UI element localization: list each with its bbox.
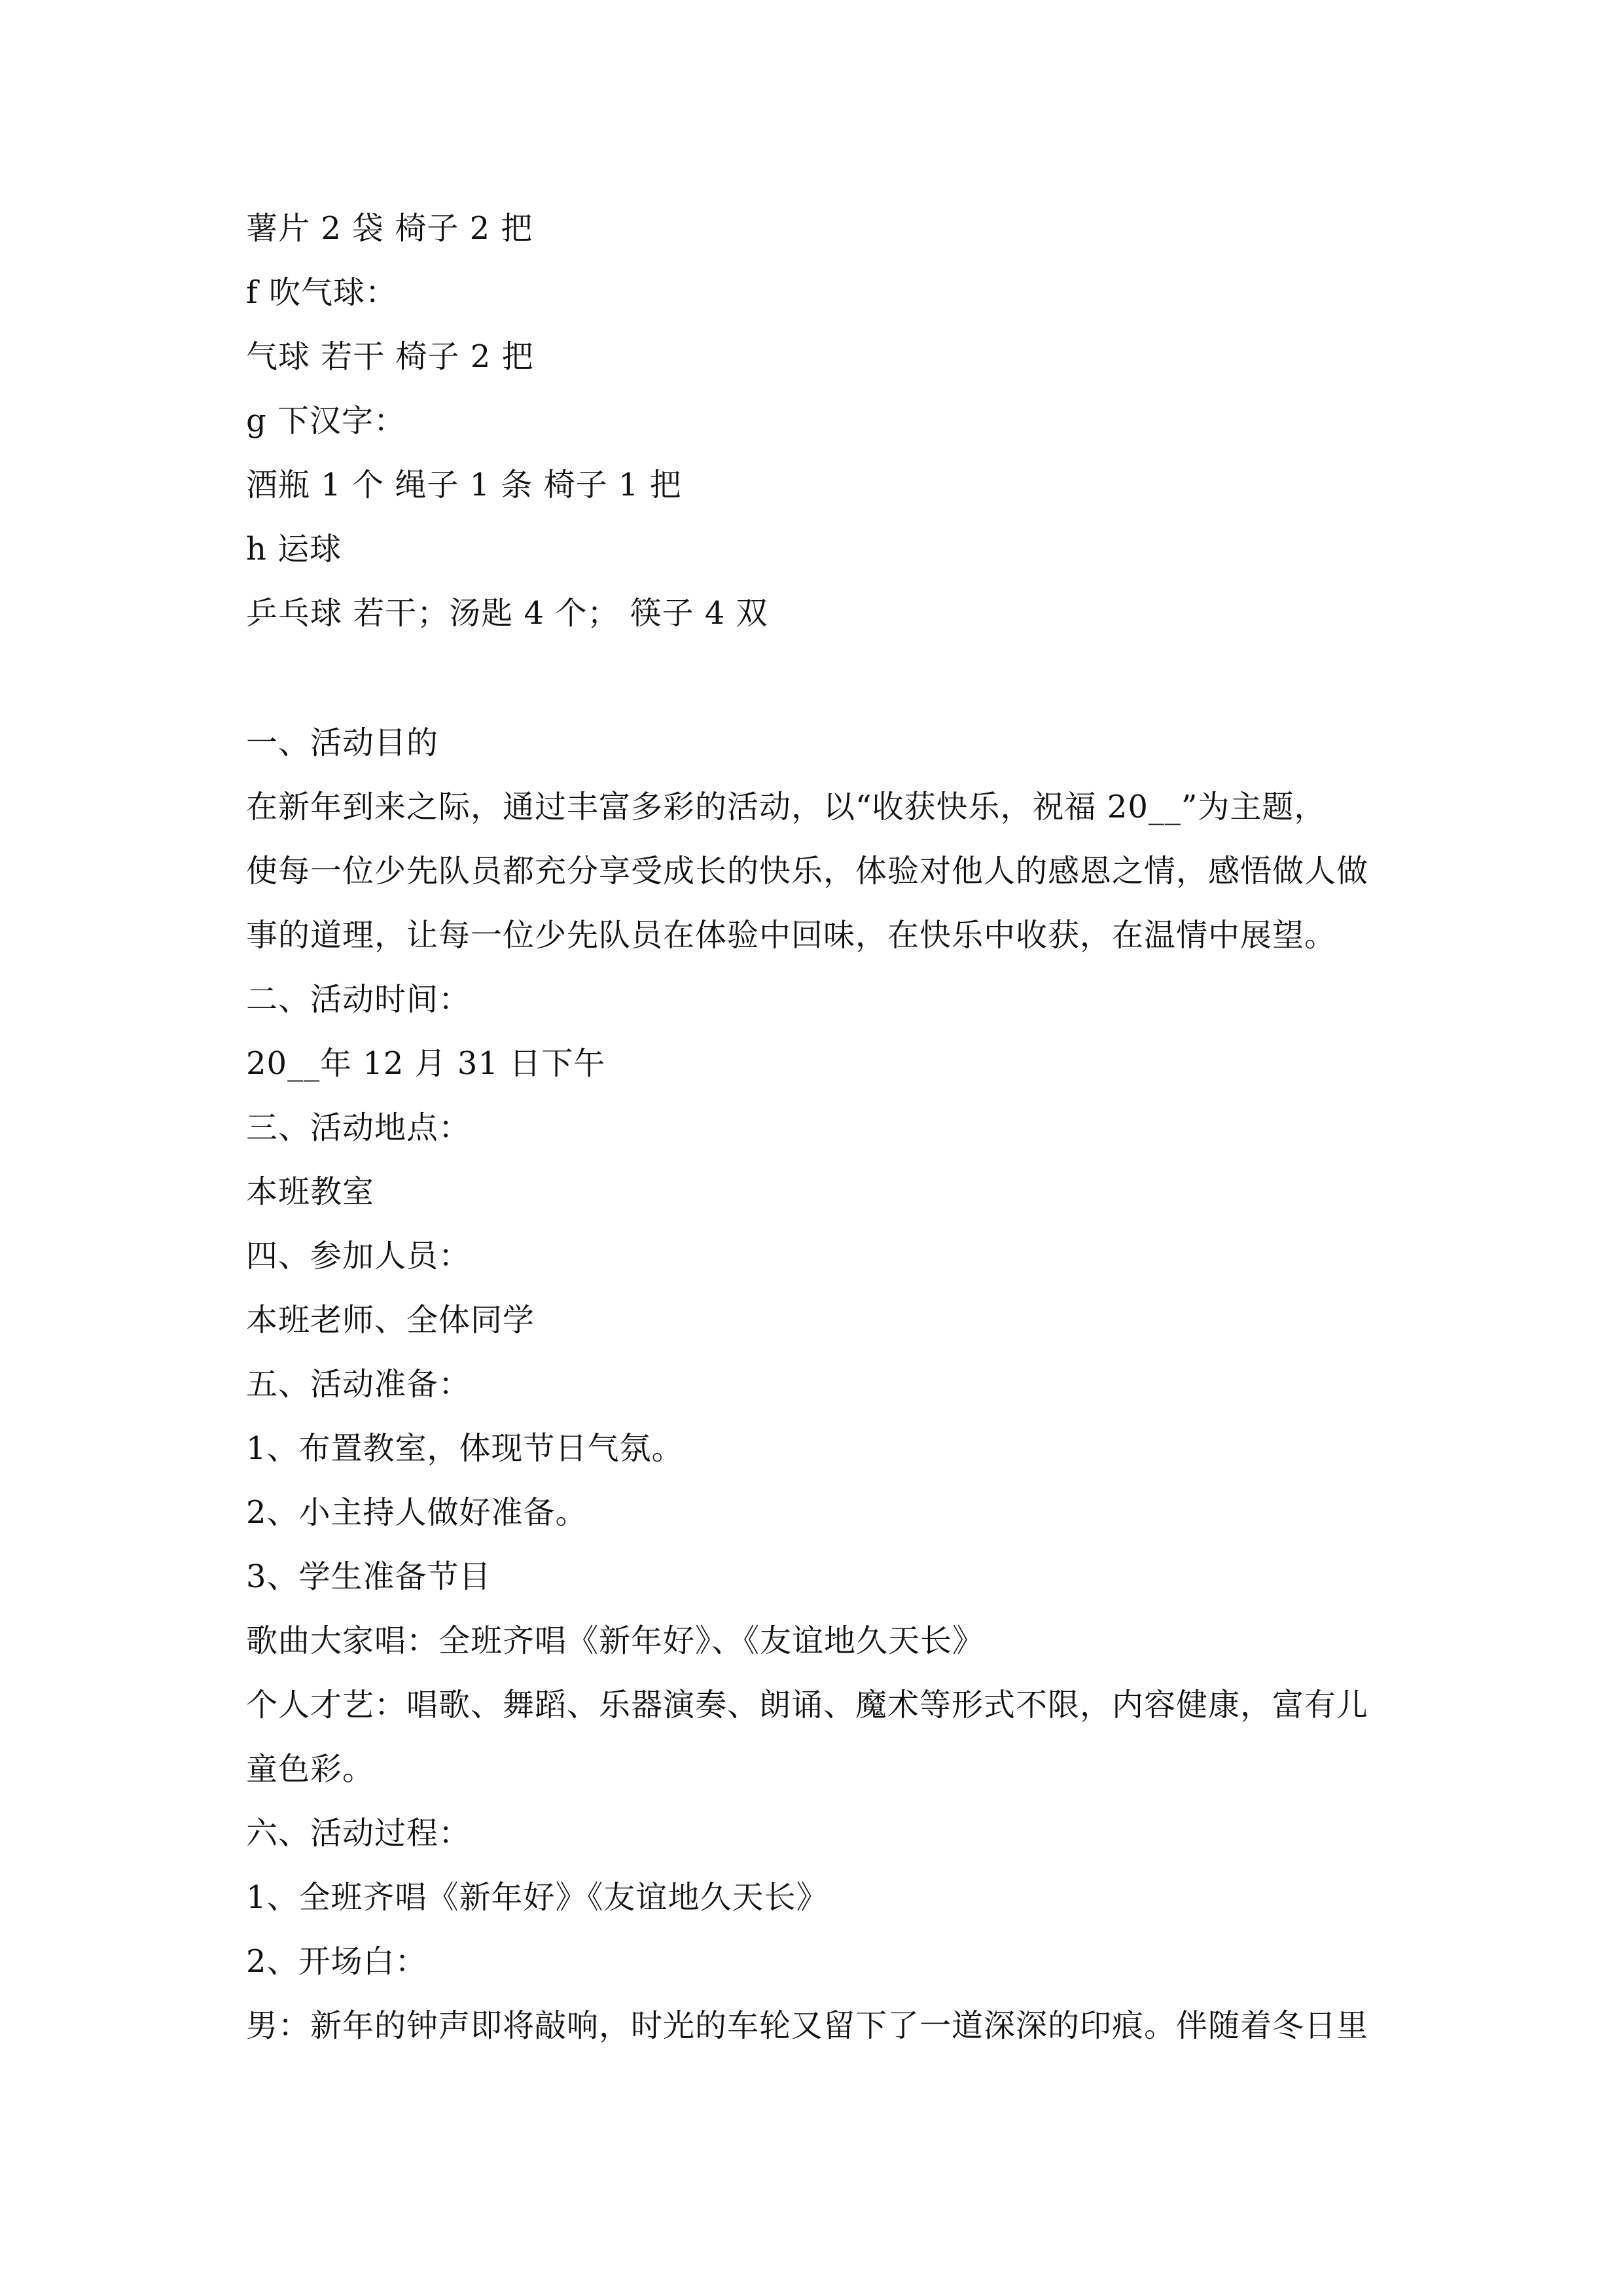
section-heading-location: 三、活动地点： [246,1109,471,1146]
supplies-line: g 下汉字： [246,403,406,439]
supplies-list [246,196,1385,645]
paragraph-line: 童色彩。 [246,1751,375,1787]
supplies-line: 乒乓球 若干；汤匙 4 个； 筷子 4 双 [246,595,768,632]
section-heading-process: 六、活动过程： [246,1815,471,1852]
supplies-line: f 吹气球： [246,274,398,311]
activity-plan [246,711,1385,2058]
paragraph-line: 男：新年的钟声即将敲响，时光的车轮又留下了一道深深的印痕。伴随着冬日里 [246,2007,1369,2044]
paragraph-line: 歌曲大家唱：全班齐唱《新年好》、《友谊地久天长》 [246,1623,985,1659]
supplies-line: 气球 若干 椅子 2 把 [246,338,534,375]
paragraph-line: 20__年 12 月 31 日下午 [246,1045,606,1082]
paragraph-line: 个人才艺：唱歌、舞蹈、乐器演奏、朗诵、魔术等形式不限，内容健康，富有儿 [246,1687,1369,1723]
supplies-line: h 运球 [246,531,342,567]
section-heading-participants: 四、参加人员： [246,1238,471,1274]
list-item: 2、小主持人做好准备。 [246,1494,588,1531]
list-item: 1、布置教室，体现节日气氛。 [246,1430,684,1467]
section-heading-purpose: 一、活动目的 [246,725,439,761]
paragraph-line: 事的道理，让每一位少先队员在体验中回味，在快乐中收获，在温情中展望。 [246,917,1337,954]
section-heading-preparation: 五、活动准备： [246,1366,471,1403]
list-item: 2、开场白： [246,1943,427,1980]
list-item: 1、全班齐唱《新年好》《友谊地久天长》 [246,1879,829,1916]
paragraph-line: 本班教室 [246,1174,375,1210]
paragraph-line: 使每一位少先队员都充分享受成长的快乐，体验对他人的感恩之情，感悟做人做 [246,853,1369,889]
supplies-line: 薯片 2 袋 椅子 2 把 [246,210,533,247]
supplies-line: 酒瓶 1 个 绳子 1 条 椅子 1 把 [246,467,682,503]
section-heading-time: 二、活动时间： [246,981,471,1018]
paragraph-line: 本班老师、全体同学 [246,1302,535,1338]
list-item: 3、学生准备节目 [246,1558,491,1595]
paragraph-line: 在新年到来之际，通过丰富多彩的活动，以“收获快乐，祝福 20__”为主题， [246,789,1327,825]
